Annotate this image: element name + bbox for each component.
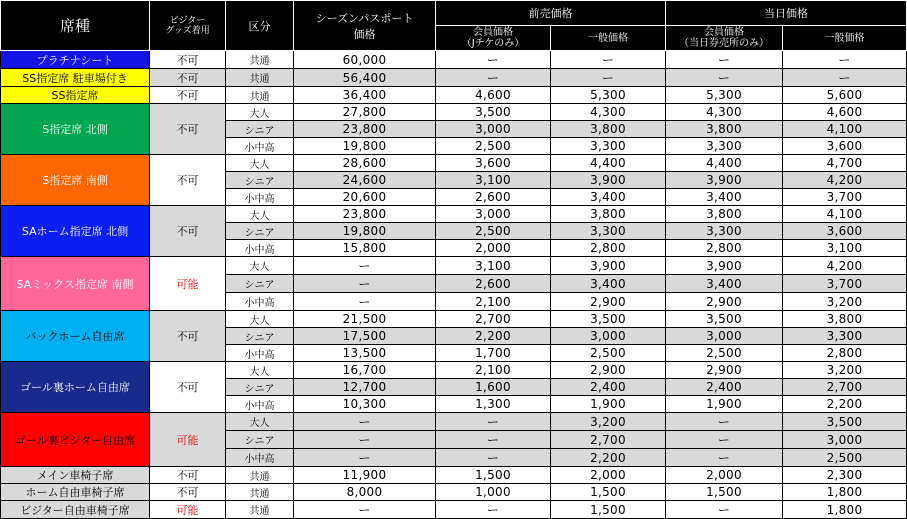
header-adv-member-line2: （Jチケのみ） (461, 38, 525, 49)
sameday-general-price-cell: 2,200 (783, 396, 907, 413)
season-price-cell: ー (294, 257, 436, 275)
sameday-member-price-cell: 4,400 (666, 155, 783, 172)
header-sameday-general: 一般価格 (783, 26, 907, 51)
season-price-cell: 36,400 (294, 87, 436, 104)
sameday-member-price-cell: 3,900 (666, 172, 783, 189)
advance-general-price-cell: 1,900 (551, 396, 666, 413)
header-adv-member-line1: 会員価格 (473, 27, 513, 38)
sameday-general-price-cell: 1,800 (783, 484, 907, 501)
sameday-member-price-cell: 3,800 (666, 206, 783, 223)
category-cell: 大人 (226, 104, 294, 121)
advance-member-price-cell: 2,100 (436, 293, 551, 311)
header-category: 区分 (226, 1, 294, 51)
header-advance-price: 前売価格 (436, 1, 666, 26)
advance-member-price-cell: 1,300 (436, 396, 551, 413)
advance-member-price-cell: 1,600 (436, 379, 551, 396)
sameday-member-price-cell: 3,400 (666, 189, 783, 206)
season-price-cell: 23,800 (294, 206, 436, 223)
table-row (1, 413, 907, 431)
sameday-general-price-cell: 2,300 (783, 467, 907, 484)
advance-member-price-cell: 2,700 (436, 311, 551, 328)
table-row (1, 69, 907, 87)
season-price-cell: ー (294, 431, 436, 449)
seat-zone-name: ゴール裏ホーム自由席 (1, 362, 150, 413)
sameday-general-price-cell: ー (783, 51, 907, 69)
table-row (1, 257, 907, 275)
season-price-cell: 27,800 (294, 104, 436, 121)
advance-member-price-cell: 2,500 (436, 223, 551, 240)
category-cell: シニア (226, 121, 294, 138)
season-price-cell: 23,800 (294, 121, 436, 138)
category-cell: 共通 (226, 501, 294, 519)
table-row (1, 104, 907, 121)
advance-general-price-cell: 3,800 (551, 206, 666, 223)
table-row (1, 467, 907, 484)
advance-general-price-cell: 2,900 (551, 293, 666, 311)
advance-general-price-cell: ー (551, 69, 666, 87)
category-cell: 大人 (226, 362, 294, 379)
advance-general-price-cell: 2,500 (551, 345, 666, 362)
season-price-cell: 19,800 (294, 223, 436, 240)
season-price-cell: 13,500 (294, 345, 436, 362)
table-row (1, 51, 907, 69)
seat-zone-name: SS指定席 駐車場付き (1, 69, 150, 87)
category-cell: 共通 (226, 69, 294, 87)
season-price-cell: ー (294, 275, 436, 293)
sameday-general-price-cell: 3,200 (783, 362, 907, 379)
table-row (1, 484, 907, 501)
header-day-member-line2: （当日券売所のみ） (679, 38, 769, 49)
season-price-cell: 11,900 (294, 467, 436, 484)
seat-zone-name: ゴール裏ビジター自由席 (1, 413, 150, 467)
sameday-general-price-cell: 4,700 (783, 155, 907, 172)
advance-general-price-cell: 2,200 (551, 449, 666, 467)
sameday-member-price-cell: 2,900 (666, 362, 783, 379)
sameday-general-price-cell: 4,100 (783, 121, 907, 138)
advance-member-price-cell: ー (436, 449, 551, 467)
advance-member-price-cell: 3,500 (436, 104, 551, 121)
sameday-member-price-cell: 3,800 (666, 121, 783, 138)
season-price-cell: 8,000 (294, 484, 436, 501)
advance-member-price-cell: ー (436, 69, 551, 87)
advance-member-price-cell: 2,600 (436, 189, 551, 206)
sameday-member-price-cell: 1,900 (666, 396, 783, 413)
visitor-goods-status: 可能 (150, 413, 226, 467)
advance-member-price-cell: 3,000 (436, 206, 551, 223)
sameday-general-price-cell: 3,600 (783, 223, 907, 240)
price-table-body (1, 51, 907, 519)
advance-member-price-cell: 1,000 (436, 484, 551, 501)
advance-general-price-cell: ー (551, 51, 666, 69)
seat-zone-name: プラチナシート (1, 51, 150, 69)
seat-zone-name: ホーム自由車椅子席 (1, 484, 150, 501)
advance-member-price-cell: 2,100 (436, 362, 551, 379)
sameday-member-price-cell: 3,900 (666, 257, 783, 275)
category-cell: 小中高 (226, 189, 294, 206)
season-price-cell: 17,500 (294, 328, 436, 345)
visitor-goods-status: 不可 (150, 104, 226, 155)
category-cell: シニア (226, 431, 294, 449)
seat-zone-name: S指定席 南側 (1, 155, 150, 206)
category-cell: 大人 (226, 257, 294, 275)
category-cell: シニア (226, 379, 294, 396)
category-cell: 小中高 (226, 240, 294, 257)
sameday-general-price-cell: 2,700 (783, 379, 907, 396)
table-row (1, 87, 907, 104)
category-cell: 共通 (226, 51, 294, 69)
header-season-line2: 価格 (353, 27, 376, 41)
advance-member-price-cell: 4,600 (436, 87, 551, 104)
sameday-member-price-cell: 2,400 (666, 379, 783, 396)
category-cell: シニア (226, 275, 294, 293)
advance-member-price-cell: 2,600 (436, 275, 551, 293)
advance-general-price-cell: 2,000 (551, 467, 666, 484)
advance-general-price-cell: 4,300 (551, 104, 666, 121)
header-goods-line1: ビジター (169, 15, 206, 26)
visitor-goods-status: 不可 (150, 155, 226, 206)
advance-general-price-cell: 3,400 (551, 275, 666, 293)
sameday-general-price-cell: 3,800 (783, 311, 907, 328)
season-price-cell: 60,000 (294, 51, 436, 69)
season-price-cell: 16,700 (294, 362, 436, 379)
sameday-member-price-cell: 2,500 (666, 345, 783, 362)
advance-general-price-cell: 1,500 (551, 484, 666, 501)
sameday-general-price-cell: 3,500 (783, 413, 907, 431)
advance-general-price-cell: 3,300 (551, 223, 666, 240)
advance-member-price-cell: 3,100 (436, 257, 551, 275)
visitor-goods-status: 不可 (150, 362, 226, 413)
sameday-general-price-cell: 3,200 (783, 293, 907, 311)
header-season-pass (294, 1, 436, 51)
sameday-member-price-cell: ー (666, 431, 783, 449)
sameday-member-price-cell: 3,300 (666, 138, 783, 155)
category-cell: 大人 (226, 206, 294, 223)
season-price-cell: ー (294, 501, 436, 519)
advance-general-price-cell: 2,400 (551, 379, 666, 396)
advance-general-price-cell: 5,300 (551, 87, 666, 104)
sameday-general-price-cell: ー (783, 69, 907, 87)
advance-member-price-cell: 3,100 (436, 172, 551, 189)
header-goods-line2: グッズ着用 (165, 25, 210, 36)
seat-zone-name: バックホーム自由席 (1, 311, 150, 362)
category-cell: 共通 (226, 467, 294, 484)
advance-general-price-cell: 1,500 (551, 501, 666, 519)
season-price-cell: 20,600 (294, 189, 436, 206)
sameday-member-price-cell: 3,500 (666, 311, 783, 328)
visitor-goods-status: 可能 (150, 257, 226, 311)
table-row (1, 206, 907, 223)
advance-member-price-cell: 2,500 (436, 138, 551, 155)
sameday-general-price-cell: 3,300 (783, 328, 907, 345)
advance-general-price-cell: 2,800 (551, 240, 666, 257)
advance-member-price-cell: ー (436, 501, 551, 519)
advance-general-price-cell: 3,900 (551, 172, 666, 189)
advance-member-price-cell: 3,600 (436, 155, 551, 172)
season-price-cell: 56,400 (294, 69, 436, 87)
sameday-general-price-cell: 5,600 (783, 87, 907, 104)
season-price-cell: ー (294, 449, 436, 467)
season-price-cell: 24,600 (294, 172, 436, 189)
advance-general-price-cell: 3,200 (551, 413, 666, 431)
sameday-member-price-cell: ー (666, 69, 783, 87)
sameday-member-price-cell: 5,300 (666, 87, 783, 104)
advance-member-price-cell: ー (436, 431, 551, 449)
season-price-cell: ー (294, 413, 436, 431)
sameday-member-price-cell: ー (666, 501, 783, 519)
sameday-member-price-cell: ー (666, 413, 783, 431)
visitor-goods-status: 不可 (150, 206, 226, 257)
sameday-member-price-cell: 2,000 (666, 467, 783, 484)
advance-member-price-cell: 2,200 (436, 328, 551, 345)
sameday-general-price-cell: 2,500 (783, 449, 907, 467)
advance-member-price-cell: 1,700 (436, 345, 551, 362)
advance-member-price-cell: ー (436, 413, 551, 431)
sameday-general-price-cell: 3,100 (783, 240, 907, 257)
header-day-member-line1: 会員価格 (704, 27, 744, 38)
sameday-member-price-cell: 2,800 (666, 240, 783, 257)
category-cell: 大人 (226, 311, 294, 328)
category-cell: シニア (226, 172, 294, 189)
advance-general-price-cell: 3,900 (551, 257, 666, 275)
advance-general-price-cell: 2,700 (551, 431, 666, 449)
category-cell: 共通 (226, 484, 294, 501)
seat-zone-name: ビジター自由車椅子席 (1, 501, 150, 519)
sameday-general-price-cell: 4,100 (783, 206, 907, 223)
advance-general-price-cell: 4,400 (551, 155, 666, 172)
season-price-cell: ー (294, 293, 436, 311)
sameday-member-price-cell: 2,900 (666, 293, 783, 311)
advance-general-price-cell: 3,300 (551, 138, 666, 155)
advance-general-price-cell: 3,500 (551, 311, 666, 328)
sameday-member-price-cell: 3,300 (666, 223, 783, 240)
category-cell: シニア (226, 328, 294, 345)
sameday-general-price-cell: 2,800 (783, 345, 907, 362)
advance-general-price-cell: 3,000 (551, 328, 666, 345)
visitor-goods-status: 不可 (150, 51, 226, 69)
seat-zone-name: メイン車椅子席 (1, 467, 150, 484)
season-price-cell: 15,800 (294, 240, 436, 257)
season-price-cell: 21,500 (294, 311, 436, 328)
sameday-member-price-cell: ー (666, 51, 783, 69)
seat-zone-name: SAホーム指定席 北側 (1, 206, 150, 257)
header-seat: 席種 (1, 1, 150, 51)
category-cell: 小中高 (226, 138, 294, 155)
advance-general-price-cell: 3,800 (551, 121, 666, 138)
seat-zone-name: S指定席 北側 (1, 104, 150, 155)
sameday-general-price-cell: 3,700 (783, 189, 907, 206)
advance-general-price-cell: 2,900 (551, 362, 666, 379)
header-visitor-goods (150, 1, 226, 51)
table-row (1, 311, 907, 328)
sameday-general-price-cell: 4,200 (783, 257, 907, 275)
category-cell: 小中高 (226, 396, 294, 413)
visitor-goods-status: 不可 (150, 311, 226, 362)
category-cell: シニア (226, 223, 294, 240)
season-price-cell: 28,600 (294, 155, 436, 172)
sameday-general-price-cell: 3,700 (783, 275, 907, 293)
advance-member-price-cell: 1,500 (436, 467, 551, 484)
season-price-cell: 10,300 (294, 396, 436, 413)
sameday-member-price-cell: 1,500 (666, 484, 783, 501)
advance-member-price-cell: 3,000 (436, 121, 551, 138)
sameday-general-price-cell: 3,000 (783, 431, 907, 449)
category-cell: 大人 (226, 413, 294, 431)
sameday-member-price-cell: 4,300 (666, 104, 783, 121)
sameday-general-price-cell: 4,200 (783, 172, 907, 189)
sameday-general-price-cell: 3,600 (783, 138, 907, 155)
sameday-general-price-cell: 1,800 (783, 501, 907, 519)
header-sameday-price: 当日価格 (666, 1, 907, 26)
visitor-goods-status: 不可 (150, 484, 226, 501)
sameday-member-price-cell: 3,000 (666, 328, 783, 345)
header-advance-general: 一般価格 (551, 26, 666, 51)
header-advance-member (436, 26, 551, 51)
category-cell: 小中高 (226, 449, 294, 467)
visitor-goods-status: 不可 (150, 87, 226, 104)
seat-zone-name: SAミックス指定席 南側 (1, 257, 150, 311)
table-row (1, 155, 907, 172)
table-row (1, 362, 907, 379)
sameday-member-price-cell: 3,400 (666, 275, 783, 293)
category-cell: 大人 (226, 155, 294, 172)
advance-member-price-cell: 2,000 (436, 240, 551, 257)
seat-zone-name: SS指定席 (1, 87, 150, 104)
season-price-cell: 12,700 (294, 379, 436, 396)
visitor-goods-status: 可能 (150, 501, 226, 519)
visitor-goods-status: 不可 (150, 69, 226, 87)
visitor-goods-status: 不可 (150, 467, 226, 484)
sameday-member-price-cell: ー (666, 449, 783, 467)
advance-member-price-cell: ー (436, 51, 551, 69)
category-cell: 小中高 (226, 293, 294, 311)
advance-general-price-cell: 3,400 (551, 189, 666, 206)
header-season-line1: シーズンパスポート (315, 11, 414, 25)
header-sameday-member (666, 26, 783, 51)
category-cell: 共通 (226, 87, 294, 104)
category-cell: 小中高 (226, 345, 294, 362)
sameday-general-price-cell: 4,600 (783, 104, 907, 121)
season-price-cell: 19,800 (294, 138, 436, 155)
